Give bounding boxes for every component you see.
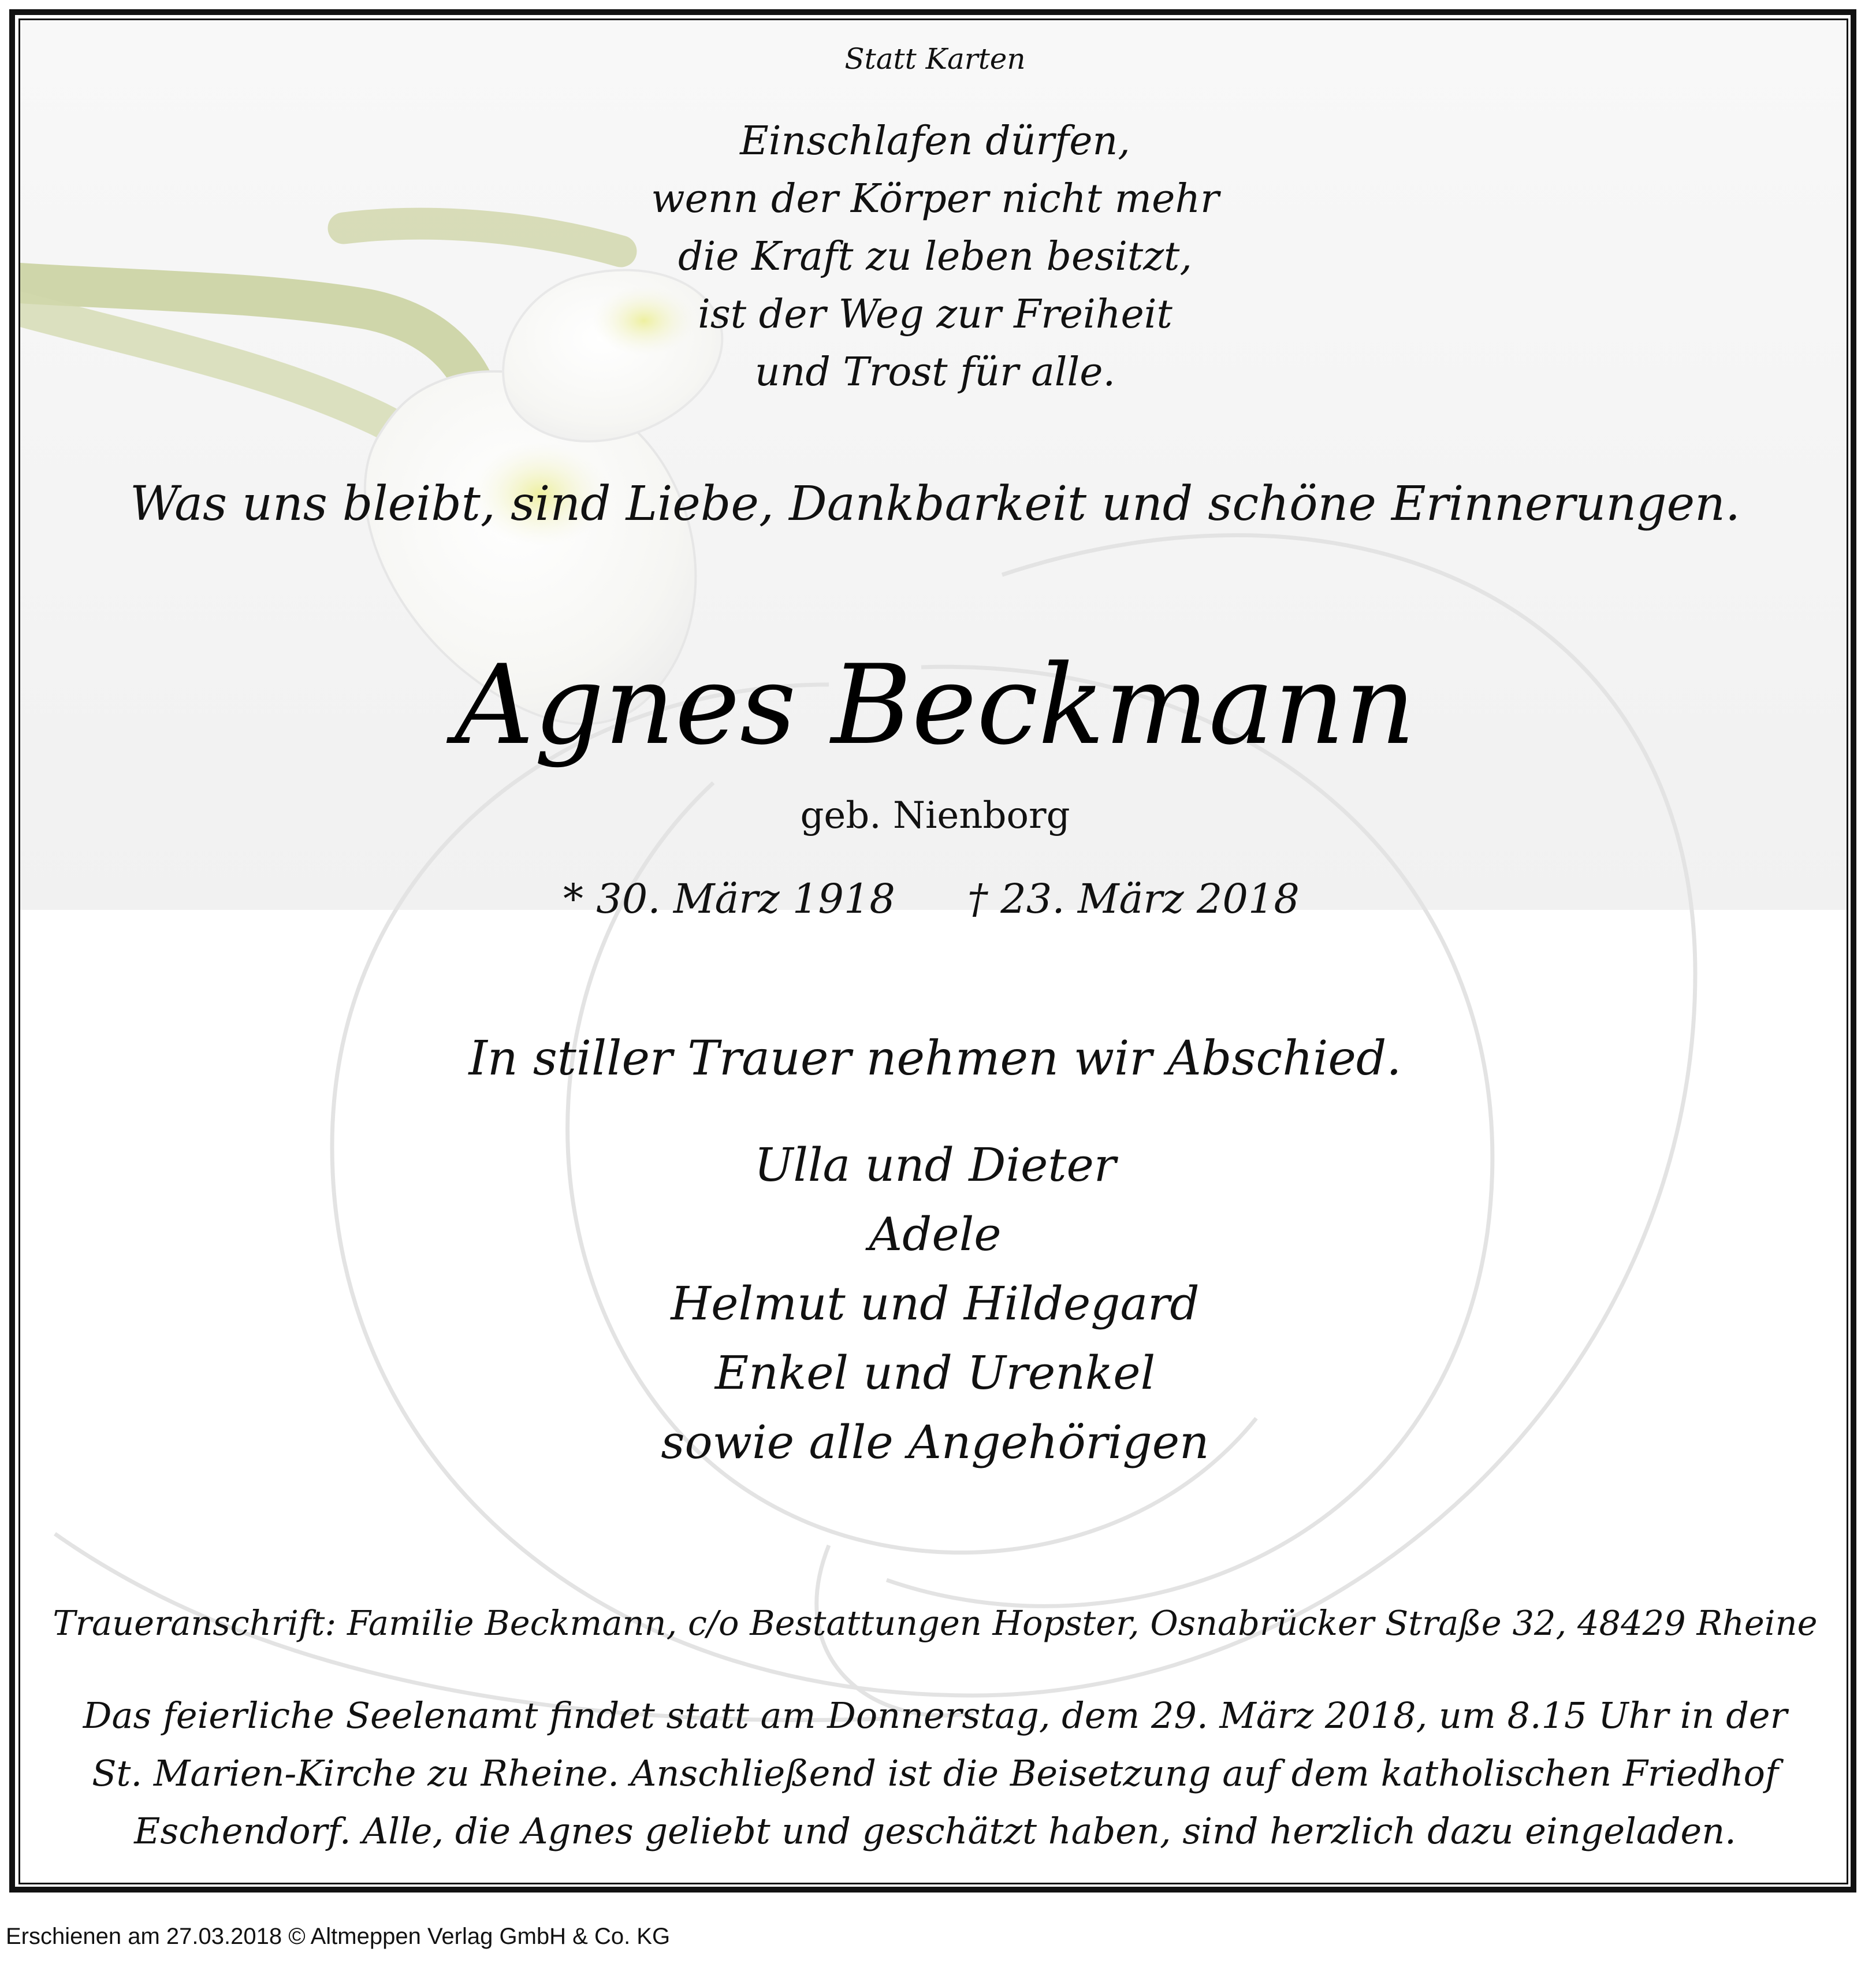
notice-panel	[18, 18, 1848, 1884]
death-date: † 23. März 2018	[967, 875, 1300, 923]
poem-line: und Trost für alle.	[754, 350, 1116, 395]
mourner: Ulla und Dieter	[754, 1138, 1116, 1192]
maiden-name: geb. Nienborg	[800, 794, 1070, 837]
poem-line: wenn der Körper nicht mehr	[651, 176, 1219, 222]
service-line: Das feierliche Seelenamt findet statt am Donnerstag, dem 29. März 2018, um 8.15 Uhr in der	[83, 1694, 1788, 1737]
poem-line: Einschlafen dürfen,	[740, 118, 1130, 164]
mourner: Enkel und Urenkel	[714, 1346, 1156, 1400]
header-statt-karten: Statt Karten	[844, 42, 1026, 76]
notice-content	[20, 20, 1848, 1884]
tagline: Was uns bleibt, sind Liebe, Dankbarkeit und schöne Erinnerungen.	[129, 477, 1741, 531]
mourner: Helmut und Hildegard	[671, 1277, 1200, 1330]
mourner: Adele	[869, 1207, 1002, 1261]
publication-footer: Erschienen am 27.03.2018 © Altmeppen Verlag GmbH & Co. KG	[6, 1924, 671, 1949]
poem-line: ist der Weg zur Freiheit	[698, 292, 1172, 337]
deceased-name: Agnes Beckmann	[455, 641, 1416, 769]
service-line: Eschendorf. Alle, die Agnes geliebt und geschätzt haben, sind herzlich dazu eingeladen.	[134, 1810, 1736, 1852]
mourner: sowie alle Angehörigen	[661, 1415, 1209, 1469]
farewell-line: In stiller Trauer nehmen wir Abschied.	[468, 1031, 1402, 1086]
service-line: St. Marien-Kirche zu Rheine. Anschließend ist die Beisetzung auf dem katholischen Friedhof	[92, 1752, 1778, 1794]
mourning-address: Traueranschrift: Familie Beckmann, c/o Bestattungen Hopster, Osnabrücker Straße 32, 48429 Rheine	[53, 1603, 1818, 1643]
poem-line: die Kraft zu leben besitzt,	[678, 234, 1192, 280]
birth-date: * 30. März 1918	[563, 875, 895, 923]
